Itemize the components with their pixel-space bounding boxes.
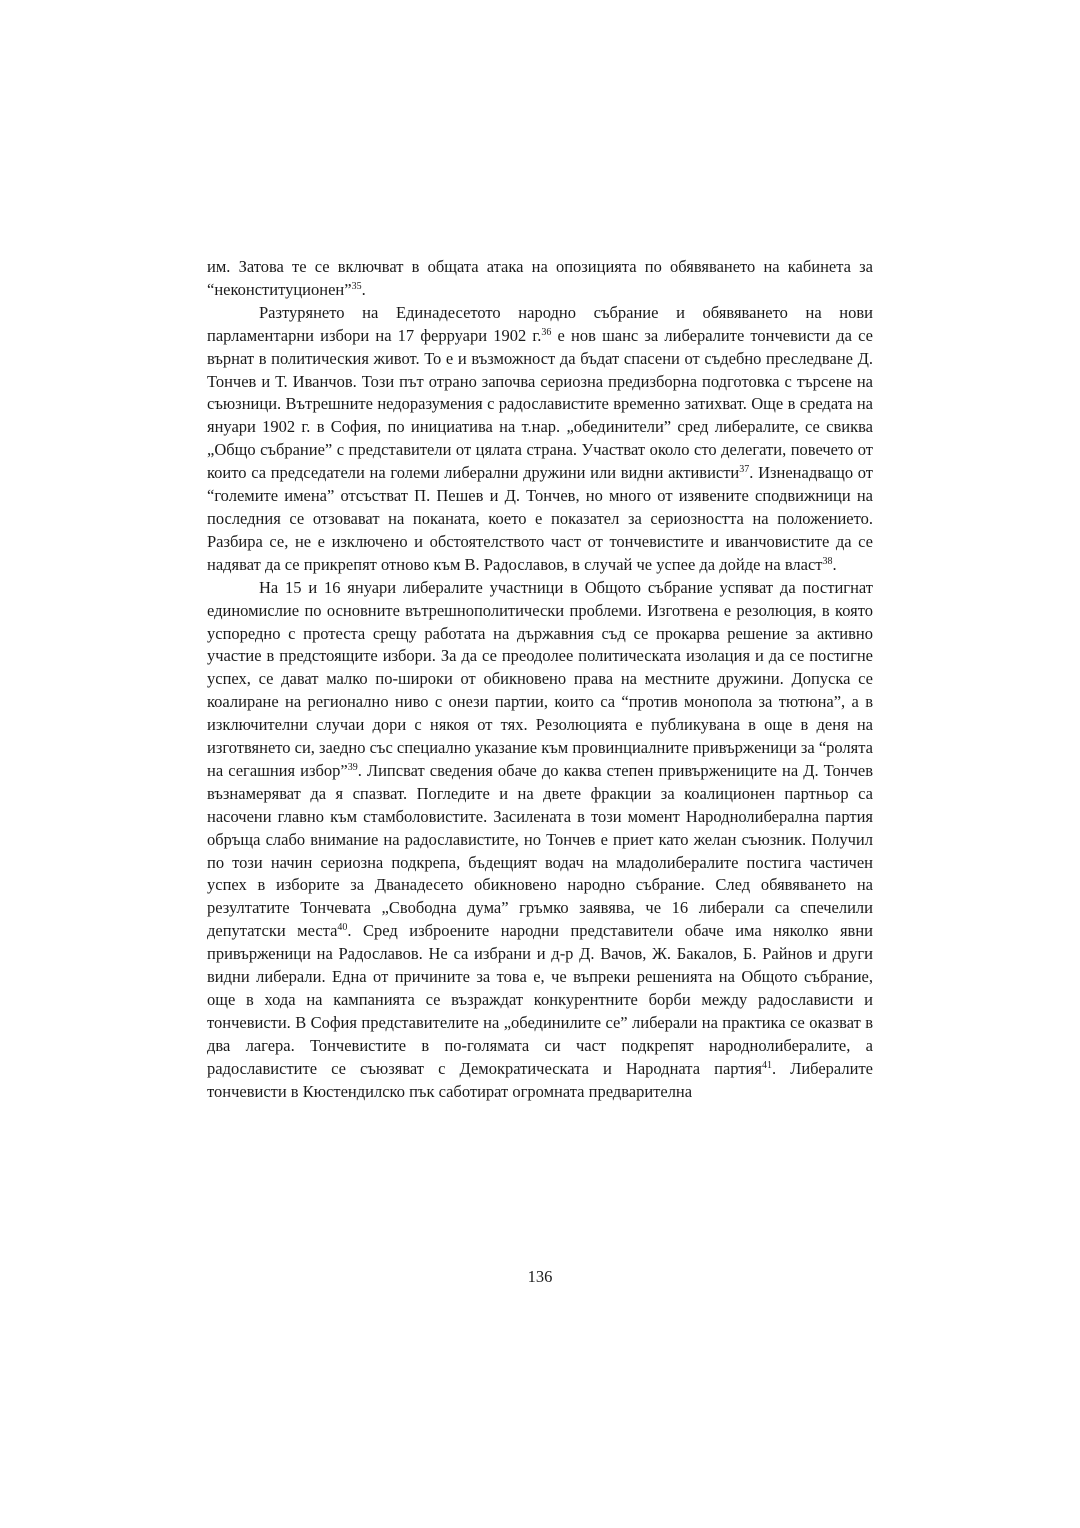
text-run: им. Затова те се включват в общата атака на опозицията по обявяването на кабинета за “неконституционен” bbox=[207, 257, 873, 299]
text-run: . bbox=[361, 279, 366, 299]
footnote-marker: 41 bbox=[761, 1059, 772, 1071]
footnote-marker: 36 bbox=[541, 326, 552, 338]
text-run: . Липсват сведения обаче до каква степен привържениците на Д. Тончев възнамеряват да я спазват. Погледите и на двете фракции за коалиционен партньор са насочени главно към стамболовистите. Засилената в този момент Народнолиберална партия обръща слабо внимание на радославистите, но Тончев е приет като желан съюзник. Получил по този начин сериозна подкрепа, бъдещият водач на младолибералите постига частичен успех в изборите за Дванадесето обикновено народно събрание. След обявяването на резултатите Тончевата „Свободна дума” гръмко заявява, че 16 либерали са спечелили депутатски места bbox=[207, 760, 873, 941]
footnote-marker: 37 bbox=[739, 464, 750, 476]
text-run: . Изненадващо от “големите имена” отсъстват П. Пешев и Д. Тончев, но много от изявените сподвижници на последния се отзовават на поканата, което е показател за сериозността на положението. Разбира се, не е изключено и обстоятелството част от тончевистите и иванчовистите да се надяват да се прикрепят отново към В. Радославов, в случай че успее да дойде на власт bbox=[207, 463, 873, 574]
text-run: На 15 и 16 януари либералите участници в Общото събрание успяват да постигнат единомислие по основните вътрешнополитически проблеми. Изготвена е резолюция, в която успоредно с протеста срещу работата на държавния съд се прокарва решение за активно участие в предстоящите избори. За да се преодолее политическата изолация и да се постигне успех, се дават малко по-широки от обикновено права на местните дружини. Допуска се коалиране на регионално ниво с онези партии, които са “против монопола за тютюна”, а в изключителни случаи дори с някоя от тях. Резолюцията е публикувана в още в деня на изготвянето си, заедно със специално указание към провинциалните привърженици за “ролята на сегашния избор” bbox=[207, 577, 873, 780]
page-number: 136 bbox=[527, 1267, 553, 1286]
footnote-marker: 39 bbox=[347, 761, 358, 773]
text-run: . Либералите тончевисти в Кюстендилско пък саботират огромната предварителна bbox=[207, 1058, 873, 1101]
footnote-marker: 38 bbox=[822, 555, 833, 567]
text-run: Разтурянето на Единадесетото народно събрание и обявяването на нови парламентарни избори на 17 ферруари 1902 г. bbox=[207, 302, 873, 345]
text-run: . Сред изброените народни представители обаче има няколко явни привърженици на Радославов. Не са избрани и д-р Д. Вачов, Ж. Бакалов, Б. Райнов и други видни либерали. Една от причините за това е, че въпреки решенията на Общото събрание, още в хода на кампанията се възраждат конкурентните борби между радослависти и тончевисти. В София представителите на „обединилите се” либерали на практика се оказват в два лагера. Тончевистите в по-голямата си част подкрепят народнолибералите, а радославистите се съюзяват с Демократическата и Народната партия bbox=[207, 921, 873, 1078]
paragraph bbox=[207, 577, 873, 1104]
body-text bbox=[207, 256, 873, 1104]
text-run: . bbox=[832, 554, 837, 574]
paragraph bbox=[207, 302, 873, 577]
footnote-marker: 40 bbox=[337, 922, 348, 934]
paragraph bbox=[207, 256, 873, 302]
text-run: е нов шанс за либералите тончевисти да се върнат в политическия живот. То е и възможност да бъдат спасени от съдебно преследване Д. Тончев и Т. Иванчов. Този път отрано започва сериозна предизборна подготовка с търсене на съюзници. Вътрешните недоразумения с радославистите временно затихват. Още в средата на януари 1902 г. в София, по инициатива на т.нар. „обединители” сред либералите, се свиква „Общо събрание” с представители от цялата страна. Участват около сто делегати, повечето от които са председатели на големи либерални дружини или видни активисти bbox=[207, 325, 873, 483]
footnote-marker: 35 bbox=[351, 280, 362, 292]
